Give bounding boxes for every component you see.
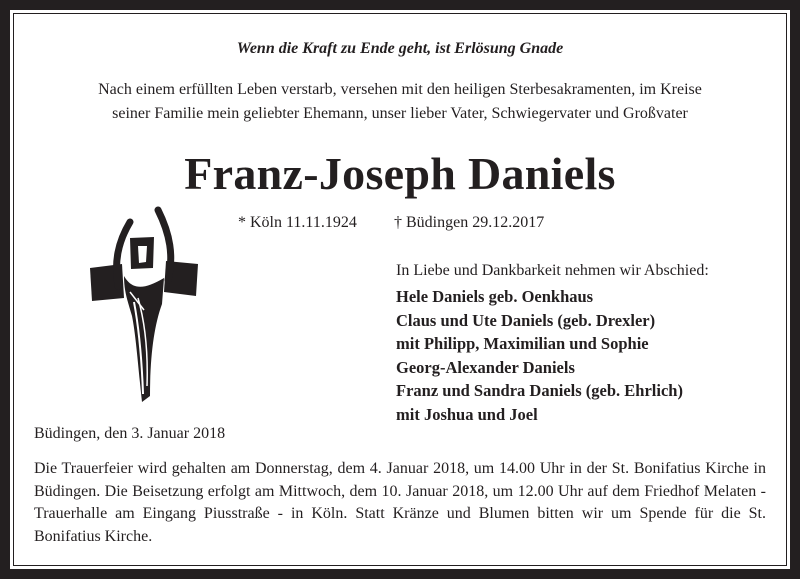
mourner: mit Philipp, Maximilian und Sophie [396,334,649,353]
mourner: mit Joshua und Joel [396,404,538,424]
intro-line-2: seiner Familie mein geliebter Ehemann, unser lieber Vater, Schwiegervater und Großvater [112,105,688,122]
deceased-name: Franz-Joseph Daniels [184,148,616,199]
mourner: Claus und Ute Daniels (geb. Drexler) [396,310,656,330]
death-date: † Büdingen 29.12.2017 [394,214,545,231]
place-date: Büdingen, den 3. Januar 2018 [34,425,226,442]
mourner: Hele Daniels geb. Oenkhaus [396,287,594,306]
birth-date: * Köln 11.11.1924 [238,214,357,231]
farewell-line: In Liebe und Dankbarkeit nehmen wir Abschied: [396,262,709,279]
motto: Wenn die Kraft zu Ende geht, ist Erlösung Gnade [236,40,564,57]
mourner: Franz und Sandra Daniels (geb. Ehrlich) [396,381,683,400]
funeral-notice: Die Trauerfeier wird gehalten am Donnerstag, dem 4. Januar 2018, um 14.00 Uhr in der St. Bonifatius Kirche in Büdingen. Die Beisetzung erfolgt am Mittwoch, dem 10. Januar 2018, um 12.00 Uhr auf dem Friedhof Melaten - Trauerhalle am Eingang Piusstraße - in Köln. Statt Kränze und Blumen bitten wir um Spende für die St. Bonifatius Kirche. [34,460,766,545]
cross-icon [88,206,200,420]
intro-line-1: Nach einem erfüllten Leben verstarb, versehen mit den heiligen Sterbesakramenten, im Kreise [98,81,702,98]
mourners-list [396,285,683,426]
mourner: Georg-Alexander Daniels [396,357,575,377]
